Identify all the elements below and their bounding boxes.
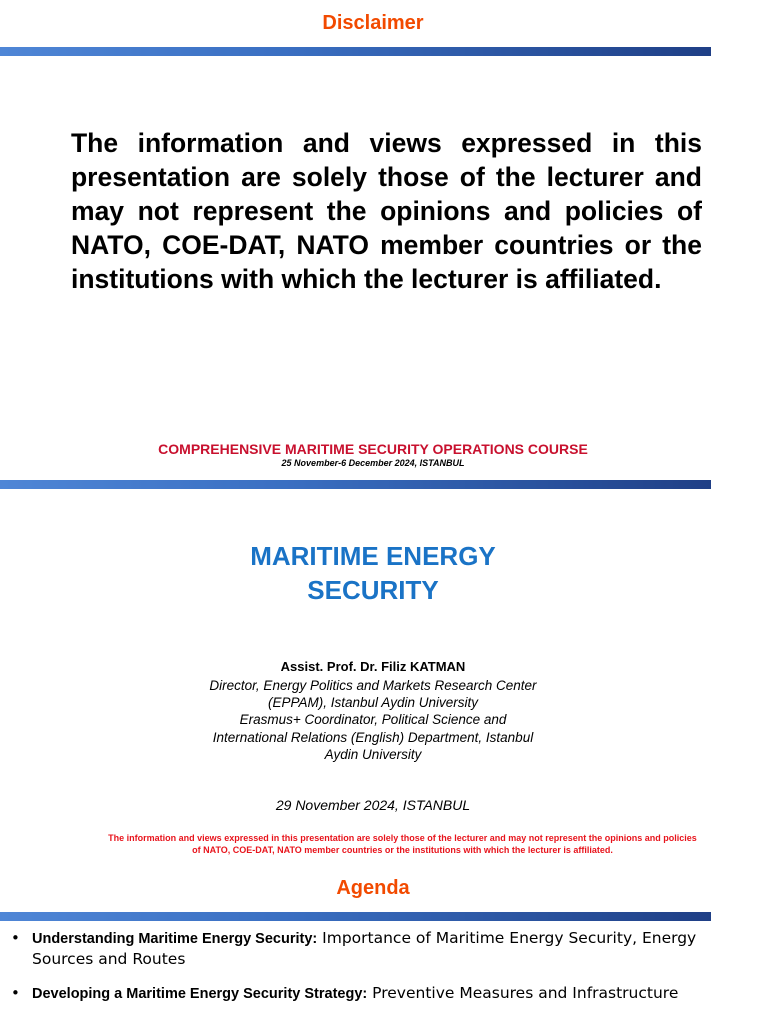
slide-divider: [0, 480, 711, 489]
agenda-item: [0, 984, 752, 1005]
presentation-title-line2: SECURITY: [307, 575, 439, 605]
agenda-list: [0, 929, 768, 1005]
presentation-date: 29 November 2024, ISTANBUL: [275, 797, 471, 813]
agenda-item-lead: Developing a Maritime Energy Security Strategy:: [32, 986, 368, 1002]
small-disclaimer: [80, 833, 725, 856]
small-disclaimer-line: The information and views expressed in this presentation are solely those of the lecturer and may not represent the opinions and policies: [108, 833, 697, 843]
bullet-icon: •: [11, 929, 20, 947]
agenda-item-text: Importance of Maritime Energy Security, Energy: [317, 929, 697, 947]
author-name: Assist. Prof. Dr. Filiz KATMAN: [280, 659, 466, 674]
agenda-item: [0, 929, 709, 969]
course-dates: 25 November-6 December 2024, ISTANBUL: [281, 458, 465, 468]
course-title: COMPREHENSIVE MARITIME SECURITY OPERATIONS COURSE: [158, 441, 588, 457]
presentation-title: [0, 539, 746, 607]
agenda-title: Agenda: [336, 877, 410, 899]
agenda-divider: [0, 912, 711, 921]
affiliation-line: Aydin University: [324, 746, 422, 762]
small-disclaimer-line: of NATO, COE-DAT, NATO member countries or the institutions with which the lecturer is affiliated.: [192, 844, 613, 855]
affiliation-line: International Relations (English) Department, Istanbul: [212, 729, 534, 745]
presentation-title-line1: MARITIME ENERGY: [250, 541, 496, 571]
agenda-item-text: Preventive Measures and Infrastructure: [367, 984, 679, 1002]
agenda-item-lead: Understanding Maritime Energy Security:: [32, 931, 318, 947]
affiliation-line: Erasmus+ Coordinator, Political Science and: [239, 712, 507, 728]
bullet-icon: •: [11, 984, 20, 1002]
author-affiliation: [0, 677, 746, 763]
disclaimer-title: Disclaimer: [322, 12, 424, 34]
disclaimer-body-text: The information and views expressed in this presentation are solely those of the lecturer and may not represent the opinions and policies of NATO, COE-DAT, NATO member countries or the institutions with which the lecturer is affiliated.: [71, 128, 702, 294]
agenda-item-text-continued: Sources and Routes: [32, 949, 186, 968]
affiliation-line: (EPPAM), Istanbul Aydin University: [268, 695, 478, 711]
title-divider: [0, 47, 711, 56]
affiliation-line: Director, Energy Politics and Markets Research Center: [209, 678, 537, 693]
